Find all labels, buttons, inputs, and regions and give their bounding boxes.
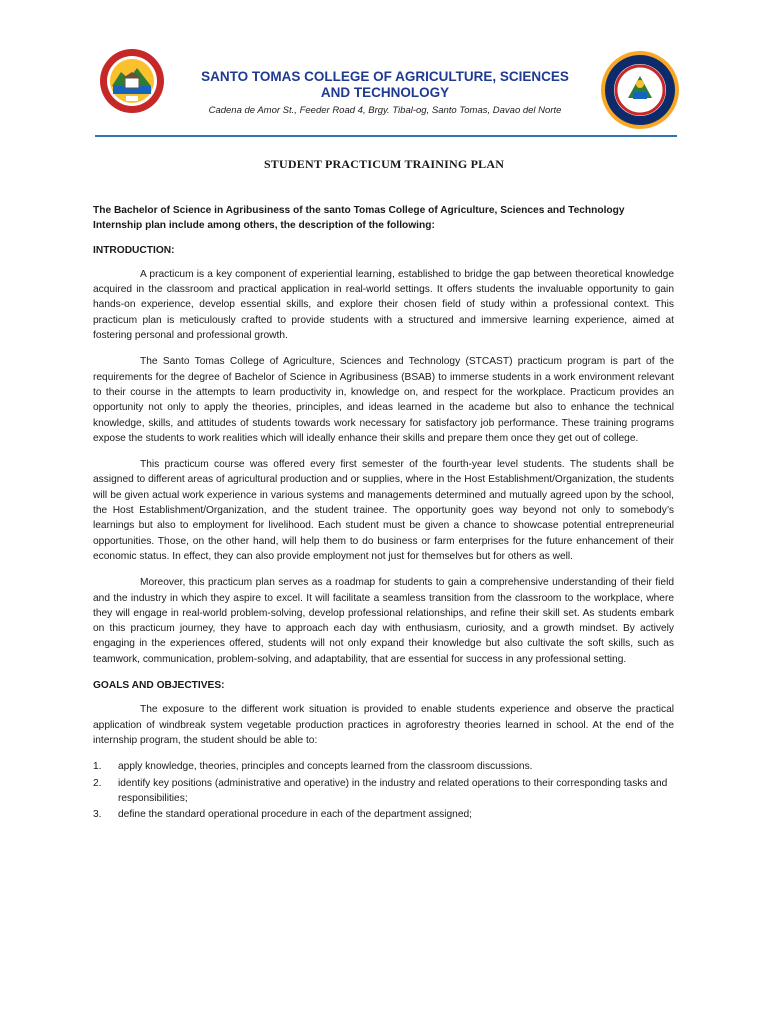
paragraph: This practicum course was offered every first semester of the fourth-year level students. The students shall be assigned to different areas of agricultural production and or supplies, where in the Host Establishment/Organization, the students will be given actual work experience in various systems and managements determined and mutually agreed upon by the school, the Host Establishment/Organization, and the student trainee. The opportunity goes way beyond not only to somebody’s learnings but also to employment for livelihood. Each student must be given a chance to showcase potential entrepreneurial opportunities. Those, on the other hand, will help them to do business or farm enterprises for the future enhancement of their economic status. In effect, they can also provide employment not just for themselves but for others as well. — [93, 459, 674, 562]
paragraph: Moreover, this practicum plan serves as a roadmap for students to gain a comprehensive understanding of their field and the industry in which they aspire to excel. It will facilitate a seamless transition from the classroom to the workplace, where they will engage in real-world problem-solving, develop professional relationships, and refine their skill set. As students embark on this practicum journey, they have to approach each day with enthusiasm, curiosity, and a growth mindset. By actively engaging in the experiences offered, students will not only expand their knowledge but also cultivate the soft skills, such as teamwork, communication, problem-solving, and adaptability, that are essential for success in any professional setting. — [93, 577, 674, 665]
objectives-list — [93, 759, 674, 822]
college-name-line-2: AND TECHNOLOGY — [320, 85, 450, 100]
college-name — [175, 69, 595, 101]
paragraph: The Santo Tomas College of Agriculture, Sciences and Technology (STCAST) practicum program is part of the requirements for the degree of Bachelor of Science in Agribusiness (BSAB) to immerse students in a work environment relevant to their course in the attempts to learn productivity in, knowledge on, and respect for the workplace. Practicum provides an opportunity not only to apply the theories, principles, and ideas learned in the academe but also to enhance the technical knowledge, skills, and attitudes of students towards work necessary for satisfactory job performance. These training programs expose the students to work realities which will ideally enhance their skills and prepare them once they get out of college. — [93, 356, 674, 444]
introduction-heading: INTRODUCTION: — [93, 244, 175, 256]
header-divider — [95, 135, 677, 137]
list-item-text: apply knowledge, theories, principles and concepts learned from the classroom discussions. — [118, 761, 533, 773]
list-item-text: define the standard operational procedure in each of the department assigned; — [118, 809, 472, 821]
municipality-seal-icon — [99, 48, 165, 114]
document-body — [93, 203, 674, 823]
paragraph: A practicum is a key component of experiential learning, established to bridge the gap between theoretical knowledge acquired in the classroom and practical application in real-world settings. It offers students the invaluable opportunity to gain hands-on experience, develop essential skills, and explore their chosen field of study within a professional context. This practicum plan is meticulously crafted to provide students with a structured and immersive learning experience, aimed at fostering personal and professional growth. — [93, 268, 674, 342]
intro-lead: The Bachelor of Science in Agribusiness of the santo Tomas College of Agriculture, Sciences and Technology Internship plan include among others, the description of the following: — [93, 205, 625, 232]
list-item — [93, 759, 674, 774]
list-item-text: identify key positions (administrative and operative) in the industry and related operations to their corresponding tasks and responsibilities; — [118, 777, 668, 804]
list-item-number: 1. — [93, 761, 102, 773]
college-name-line-1: SANTO TOMAS COLLEGE OF AGRICULTURE, SCIENCES — [201, 69, 569, 84]
letterhead — [0, 0, 768, 140]
document-title: STUDENT PRACTICUM TRAINING PLAN — [263, 157, 505, 171]
list-item-number: 2. — [93, 777, 102, 789]
goals-heading: GOALS AND OBJECTIVES: — [93, 680, 225, 692]
list-item-number: 3. — [93, 809, 102, 821]
list-item — [93, 807, 674, 822]
college-address: Cadena de Amor St., Feeder Road 4, Brgy. Tibal-og, Santo Tomas, Davao del Norte — [208, 105, 562, 116]
goals-paragraph: The exposure to the different work situation is provided to enable students experience and observe the practical application of windbreak system vegetable production practices in agroforestry theories learned in school. At the end of the internship program, the student should be able to: — [93, 704, 674, 746]
college-seal-icon — [600, 50, 680, 130]
list-item — [93, 776, 674, 807]
